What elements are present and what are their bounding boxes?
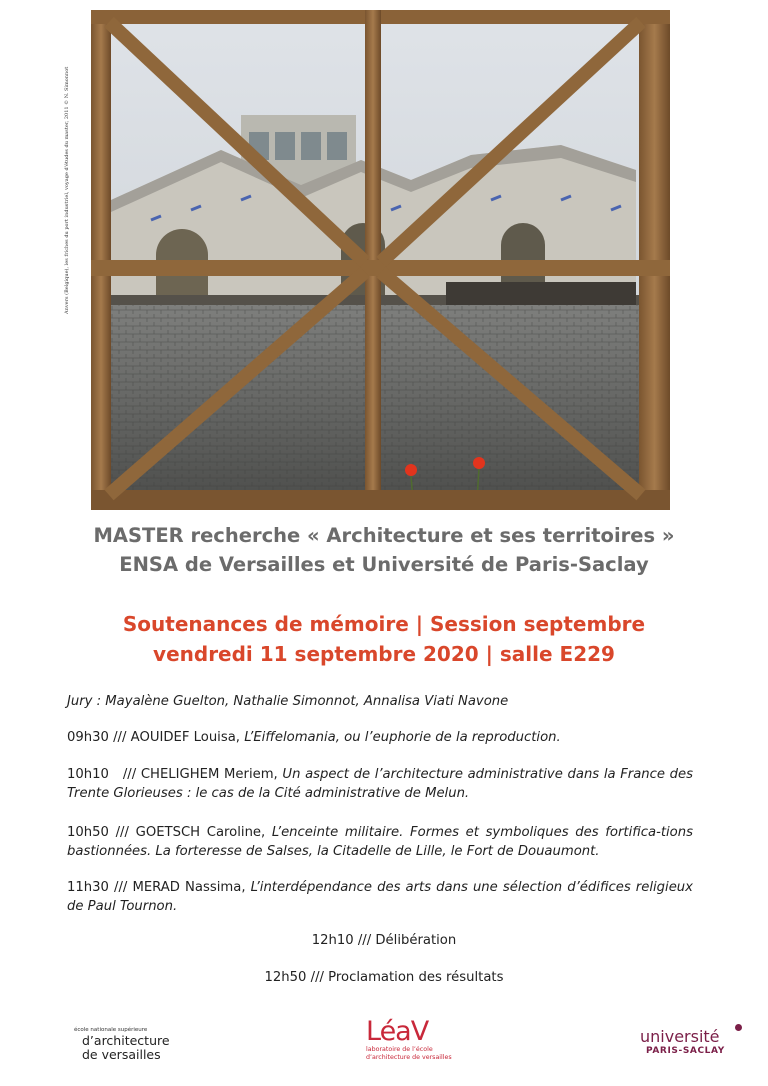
schedule-item: [67, 878, 693, 916]
ensav-logo-line1: d’architecture: [82, 1033, 170, 1048]
ensav-logo-line2: de versailles: [82, 1047, 161, 1062]
master-title-line2: ENSA de Versailles et Université de Paris-Saclay: [119, 553, 649, 576]
leav-logo-sub1: laboratoire de l’école: [366, 1046, 433, 1053]
ups-logo-line2: PARIS-SACLAY: [646, 1046, 725, 1056]
ensav-logo-small: école nationale supérieure: [74, 1027, 148, 1033]
schedule-name: GOETSCH Caroline,: [135, 825, 266, 840]
schedule-name: CHELIGHEM Meriem,: [140, 767, 278, 782]
schedule-time: 09h30 ///: [67, 730, 127, 745]
results-line: 12h50 /// Proclamation des résultats: [264, 970, 504, 985]
schedule-item: [67, 823, 693, 861]
deliberation-line: 12h10 /// Délibération: [311, 933, 457, 948]
photo-caption-text: Anvers (Belgique), les friches du port industriel, voyage d'études du master, 2011 © N. Simonnot: [64, 66, 70, 314]
photo-illustration: [91, 10, 670, 510]
event-title: Soutenances de mémoire | Session septembre: [122, 612, 646, 636]
ups-logo-line1: université: [640, 1027, 720, 1046]
event-date: vendredi 11 septembre 2020 | salle E229: [153, 642, 615, 666]
leav-logo-word: LéaV: [366, 1016, 429, 1047]
schedule-item: [67, 765, 693, 803]
schedule-time: 11h30 ///: [67, 880, 128, 895]
schedule-item: [67, 728, 693, 747]
ensa-versailles-logo: [74, 1027, 234, 1062]
leav-logo: [366, 1018, 476, 1062]
cover-photo: [91, 10, 670, 510]
universite-paris-saclay-logo: [640, 1028, 750, 1056]
schedule-name: MERAD Nassima,: [132, 880, 246, 895]
schedule-title: Un aspect de l’architecture administrative dans la France des Trente Glorieuses : le cas de la Cité administrative de Melun.: [67, 767, 694, 801]
ups-dot-icon: [735, 1024, 742, 1031]
schedule-time: 10h50 ///: [67, 825, 129, 840]
jury-line: Jury : Mayalène Guelton, Nathalie Simonnot, Annalisa Viati Navone: [67, 694, 509, 709]
leav-logo-sub2: d’architecture de versailles: [366, 1054, 452, 1061]
schedule-title: L’Eiffelomania, ou l’euphorie de la reproduction.: [244, 730, 561, 745]
schedule-title: L’enceinte militaire. Formes et symboliques des fortifica-tions bastionnées. La forteresse de Salses, la Citadelle de Lille, le Fort de Douaumont.: [67, 825, 693, 859]
schedule-title: L’interdépendance des arts dans une sélection d’édifices religieux de Paul Tournon.: [67, 880, 693, 914]
schedule-name: AOUIDEF Louisa,: [130, 730, 240, 745]
master-title-line1: MASTER recherche « Architecture et ses territoires »: [93, 524, 675, 547]
photo-caption: [64, 14, 84, 314]
schedule-time: 10h10 ///: [67, 767, 137, 782]
